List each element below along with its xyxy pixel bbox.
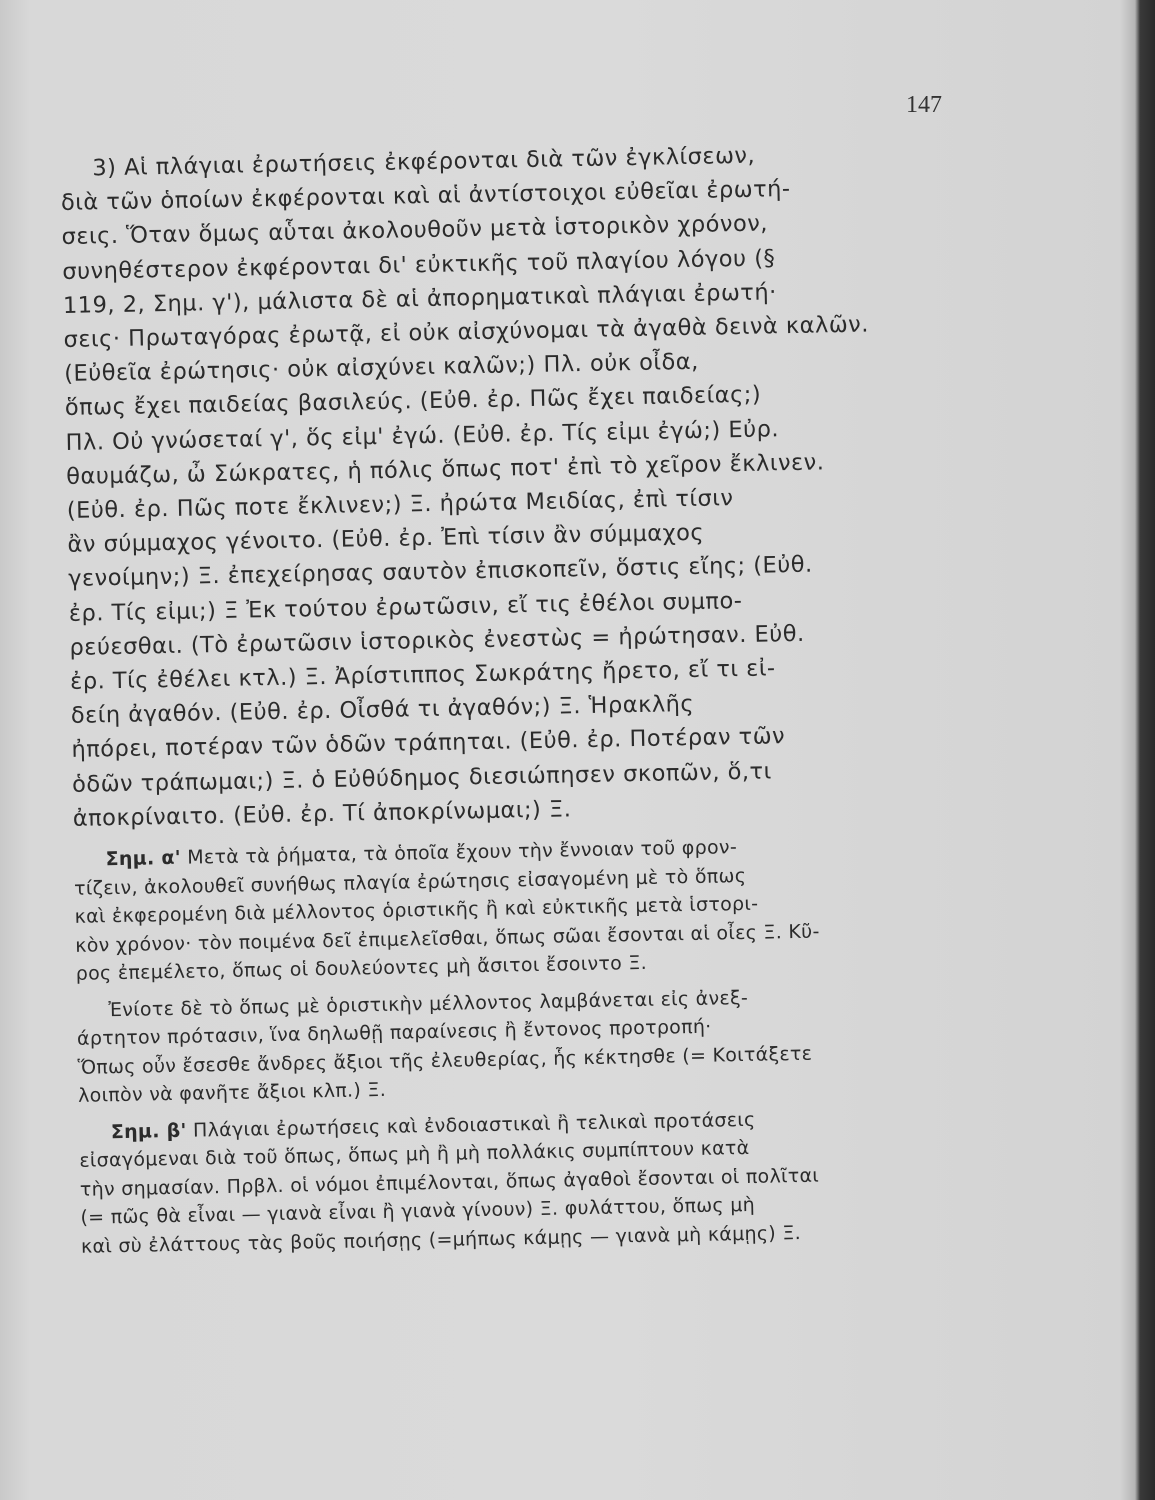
- text-line: τὴν σημασίαν. Πρβλ. οἱ νόμοι ἐπιμέλονται, ὅπως ἀγαθοὶ ἔσονται οἱ πολῖται: [79, 1164, 820, 1201]
- text-line: Ἐνίοτε δὲ τὸ ὅπως μὲ ὁριστικὴν μέλλοντος λαμβάνεται εἰς ἀνεξ-: [108, 986, 749, 1021]
- text-line: (= πῶς θὰ εἶναι — γιανὰ εἶναι ἢ γιανὰ γίνουν) Ξ. φυλάττου, ὅπως μὴ: [80, 1193, 756, 1229]
- text-line: Ὅπως οὖν ἔσεσθε ἄνδρες ἄξιοι τῆς ἐλευθερίας, ἧς κέκτησθε (= Κοιτάξετε: [77, 1042, 813, 1079]
- text-line: ἐρ. Τίς εἰμι;) Ξ Ἐκ τούτου ἐρωτῶσιν, εἴ τις ἐθέλοι συμπο-: [68, 587, 743, 627]
- text-line: άρτητον πρότασιν, ἵνα δηλωθῇ παραίνεσις ἢ ἔντονος προτροπή·: [76, 1015, 712, 1050]
- text-line: θαυμάζω, ὦ Σώκρατες, ἡ πόλις ὅπως ποτ' ἐπὶ τὸ χεῖρον ἔκλινεν.: [65, 449, 825, 490]
- note-alpha: [73, 828, 996, 988]
- text-line: εἰσαγόμεναι διὰ τοῦ ὅπως, ὅπως μὴ ἢ μὴ πολλάκις συμπίπτουν κατὰ: [79, 1137, 750, 1172]
- text-line: 3) Αἱ πλάγιαι ἐρωτήσεις ἐκφέρονται διὰ τῶν ἐγκλίσεων,: [92, 142, 756, 182]
- text-line: σεις· Πρωταγόρας ἐρωτᾷ, εἰ οὐκ αἰσχύνομαι τὰ ἀγαθὰ δεινὰ καλῶν.: [63, 311, 870, 353]
- text-line: καὶ ἐκφερομένη διὰ μέλλοντος ὁριστικῆς ἢ καὶ εὐκτικῆς μετὰ ἱστορι-: [74, 892, 759, 928]
- text-line: ἀποκρίναιτο. (Εὐθ. ἐρ. Τί ἀποκρίνωμαι;) Ξ.: [72, 796, 572, 832]
- text-line: δείη ἀγαθόν. (Εὐθ. ἐρ. Οἶσθά τι ἀγαθόν;) Ξ. Ἡρακλῆς: [70, 691, 695, 730]
- text-line: διὰ τῶν ὁποίων ἐκφέρονται καὶ αἱ ἀντίστοιχοι εὐθεῖαι ἐρωτή-: [60, 176, 791, 217]
- text-line: τίζειν, ἀκολουθεῖ συνήθως πλαγία ἐρώτησις εἰσαγομένη μὲ τὸ ὅπως: [73, 864, 747, 900]
- text-line: ὅπως ἔχει παιδείας βασιλεύς. (Εὐθ. ἐρ. Πῶς ἔχει παιδείας;): [64, 382, 762, 422]
- page-body: [60, 134, 1001, 1261]
- text-line: ἠπόρει, ποτέραν τῶν ὁδῶν τράπηται. (Εὐθ. ἐρ. Ποτέραν τῶν: [71, 723, 786, 764]
- note-label: Σημ. α': [105, 846, 182, 871]
- text-line: 119, 2, Σημ. γ'), μάλιστα δὲ αἱ ἀπορηματικαὶ πλάγιαι ἐρωτή·: [62, 279, 777, 319]
- text-line: γενοίμην;) Ξ. ἐπεχείρησας σαυτὸν ἐπισκοπεῖν, ὅστις εἴης; (Εὐθ.: [67, 552, 813, 593]
- text-line: ἂν σύμμαχος γένοιτο. (Εὐθ. ἐρ. Ἐπὶ τίσιν ἂν σύμμαχος: [67, 519, 705, 559]
- text-span: Πλάγιαι ἐρωτήσεις καὶ ἐνδοιαστικαὶ ἢ τελικαὶ προτάσεις: [192, 1108, 756, 1142]
- text-line: κὸν χρόνον· τὸν ποιμένα δεῖ ἐπιμελεῖσθαι, ὅπως σῶαι ἔσονται αἱ οἶες Ξ. Κῦ-: [75, 920, 820, 957]
- note-label: Σημ. β': [110, 1119, 187, 1143]
- text-line: ρεύεσθαι. (Τὸ ἐρωτῶσιν ἱστορικὸς ἐνεστὼς = ἠρώτησαν. Εὐθ.: [69, 620, 805, 661]
- text-line: ὁδῶν τράπωμαι;) Ξ. ὁ Εὐθύδημος διεσιώπησεν σκοπῶν, ὅ,τι: [71, 758, 772, 798]
- note-beta: [79, 1101, 1002, 1261]
- text-line: λοιπὸν νὰ φανῆτε ἄξιοι κλπ.) Ξ.: [77, 1078, 387, 1107]
- text-line: Πλ. Οὐ γνώσεταί γ', ὅς εἰμ' ἐγώ. (Εὐθ. ἐρ. Τίς εἰμι ἐγώ;) Εὐρ.: [65, 415, 780, 456]
- text-line: συνηθέστερον ἐκφέρονται δι' εὐκτικῆς τοῦ πλαγίου λόγου (§: [62, 244, 776, 285]
- text-line: (Εὐθεῖα ἐρώτησις· οὐκ αἰσχύνει καλῶν;) Πλ. οὐκ οἶδα,: [64, 348, 700, 388]
- main-paragraph: [60, 134, 993, 836]
- page-number: 147: [906, 92, 942, 118]
- text-line: σεις. Ὅταν ὅμως αὗται ἀκολουθοῦν μετὰ ἱστορικὸν χρόνον,: [61, 210, 769, 251]
- note-eniote: [76, 979, 998, 1111]
- text-line: ρος ἐπεμέλετο, ὅπως οἱ δουλεύοντες μὴ ἄσιτοι ἔσοιντο Ξ.: [75, 951, 648, 985]
- text-line: καὶ σὺ ἐλάττους τὰς βοῦς ποιήσῃς (=μήπως κάμῃς — γιανὰ μὴ κάμῃς) Ξ.: [80, 1221, 802, 1258]
- text-line: (Εὐθ. ἐρ. Πῶς ποτε ἔκλινεν;) Ξ. ἠρώτα Μειδίας, ἐπὶ τίσιν: [66, 485, 734, 524]
- text-span: Μετὰ τὰ ῥήματα, τὰ ὁποῖα ἔχουν τὴν ἔννοιαν τοῦ φρον-: [187, 836, 738, 869]
- text-line: ἐρ. Τίς ἐθέλει κτλ.) Ξ. Ἀρίστιππος Σωκράτης ἤρετο, εἴ τι εἰ-: [69, 655, 776, 695]
